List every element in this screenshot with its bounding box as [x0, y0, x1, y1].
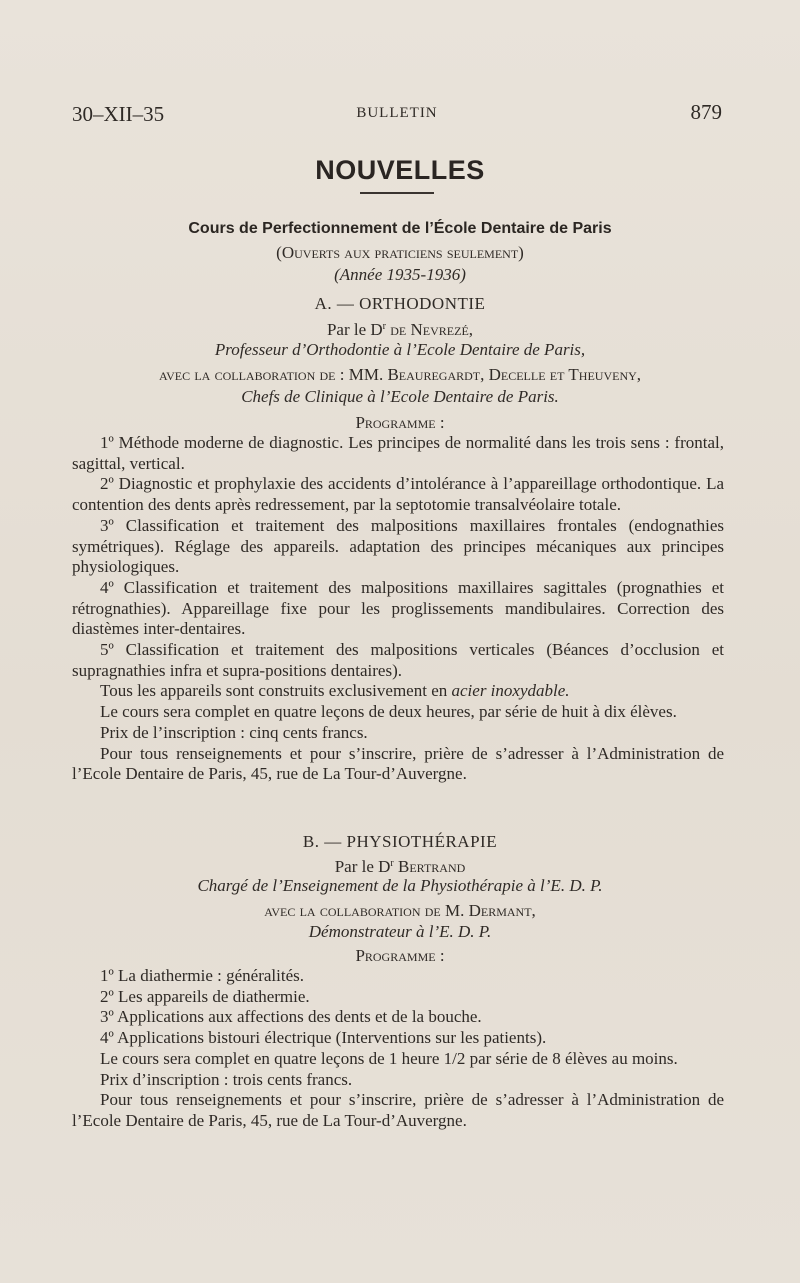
section-a-program-label: Programme : [355, 413, 445, 432]
section-a-heading: A. — ORTHODONTIE [314, 294, 486, 313]
course-format: Le cours sera complet en quatre leçons de 1 heure 1/2 par série de 8 élèves au moins. [100, 1048, 678, 1068]
section-b-program-label: Programme : [355, 946, 445, 965]
list-item: 1º La diathermie : généralités. [100, 966, 304, 985]
section-a-role: Professeur d’Orthodontie à l’Ecole Dentaire de Paris, [214, 340, 586, 359]
section-b-collab-role: Démonstrateur à l’E. D. P. [308, 922, 492, 941]
materials-note: Tous les appareils sont construits exclusivement en acier inoxydable. [100, 681, 570, 701]
section-b-instructor: Par le $D^r$ Bertrand [334, 857, 466, 876]
course-year: (Année 1935-1936) [334, 265, 466, 284]
price: Prix de l’inscription : cinq cents francs. [100, 722, 368, 742]
title-rule [360, 192, 434, 194]
contact-info: Pour tous renseignements et pour s’inscrire, prière de s’adresser à l’Administration de l’Ecole Dentaire de Paris, 45, rue de La Tour-d’Auvergne. [72, 1090, 724, 1130]
section-b-collab: avec la collaboration de M. Dermant, [264, 901, 536, 920]
list-item: 4º Classification et traitement des malpositions maxillaires sagittales (prognathies et rétrognathies). Appareillage fixe pour les proglissements mandibulaires. Correction des diastèmes inter-dentaires. [72, 577, 724, 639]
section-a-collab-role: Chefs de Clinique à l’Ecole Dentaire de Paris. [241, 387, 559, 406]
course-title: Cours de Perfectionnement de l’École Dentaire de Paris [188, 220, 612, 237]
section-b-heading: B. — PHYSIOTHÉRAPIE [302, 832, 498, 851]
page-title: NOUVELLES [315, 155, 485, 185]
page-number: 879 [690, 100, 722, 124]
section-b-body [72, 966, 724, 1132]
section-a-body [72, 433, 724, 785]
list-item: 4º Applications bistouri électrique (Interventions sur les patients). [100, 1028, 547, 1048]
list-item: 2º Les appareils de diathermie. [100, 986, 310, 1006]
section-a-collab: avec la collaboration de : MM. Beauregardt, Decelle et Theuveny, [158, 365, 642, 384]
list-item: 3º Applications aux affections des dents et de la bouche. [100, 1007, 482, 1027]
course-subtitle: (Ouverts aux praticiens seulement) [276, 243, 524, 262]
course-format: Le cours sera complet en quatre leçons de deux heures, par série de huit à dix élèves. [100, 702, 677, 722]
contact-info: Pour tous renseignements et pour s’inscrire, prière de s’adresser à l’Administration de l’Ecole Dentaire de Paris, 45, rue de La Tour-d’Auvergne. [72, 743, 724, 784]
list-item: 3º Classification et traitement des malpositions maxillaires frontales (endognathies symétriques). Réglage des appareils. adaptation des principes mécaniques aux principes physiologiques. [72, 515, 724, 577]
list-item: 2º Diagnostic et prophylaxie des accidents d’intolérance à l’appareillage orthodontique. La contention des dents après redressement, par la septotomie transalvéolaire totale. [72, 474, 724, 515]
list-item: 1º Méthode moderne de diagnostic. Les principes de normalité dans les trois sens : frontal, sagittal, vertical. [72, 433, 724, 473]
running-header [72, 100, 722, 130]
header-date: 30–XII–35 [72, 102, 165, 126]
price: Prix d’inscription : trois cents francs. [100, 1069, 353, 1089]
section-a-instructor: Par le $D^r$ de Nevrezé, [326, 320, 474, 339]
section-b-role: Chargé de l’Enseignement de la Physiothérapie à l’E. D. P. [197, 876, 603, 895]
list-item: 5º Classification et traitement des malpositions verticales (Béances d’occlusion et supragnathies infra et supra-positions dentaires). [72, 640, 724, 680]
header-journal: BULLETIN [356, 105, 438, 121]
